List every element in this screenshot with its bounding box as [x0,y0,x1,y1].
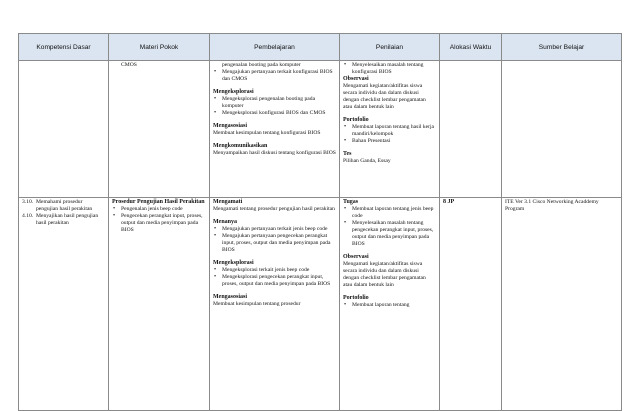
header-row [19,34,622,61]
section-title: Menanya [213,219,237,225]
syllabus-table [18,33,622,411]
section-text: Menyampaikan hasil diskusi tentang konfigurasi BIOS [213,150,336,156]
pembelajaran-list [213,69,336,83]
kd-number: 4.10. [22,213,34,219]
eksplorasi-list [213,267,336,288]
penilaian-cell [340,198,440,411]
list-item [22,213,105,227]
kd-number: 3.10. [22,199,34,205]
section-title: Observasi [343,76,369,82]
pembelajaran-cell [210,61,340,198]
penilaian-list [343,62,436,76]
list-item: • Pengecekan perangkat input, proses, output dan media penyimpan pada BIOS [121,213,206,234]
menanya-list [213,226,336,254]
header-sumber-belajar: Sumber Belajar [502,34,622,61]
materi-cell [109,61,210,198]
list-item: • Membuat laporan tentang [352,302,436,309]
tugas-list [343,206,436,248]
section-title: Mengkomunikasikan [213,143,268,149]
kd-text: Memahami prosedur pengujian hasil perakitan [36,199,93,212]
section-text: Membuat kesimpulan tentang konfigurasi BIOS [213,130,321,136]
list-item: • Membuat laporan tentang hasil kerja mandiri/kelompok [352,124,436,138]
kd-cell [19,198,109,411]
eksplorasi-list [213,96,336,117]
kd-cell [19,61,109,198]
materi-title: Prosedur Pengujian Hasil Perakitan [112,199,205,205]
sumber-cell [502,61,622,198]
list-item: • Mengajukan pertanyaan terkait konfigurasi BIOS dan CMOS [222,69,336,83]
portofolio-list [343,124,436,145]
list-item: • Mengeksplorasi konfigurasi BIOS dan CMOS [222,110,336,117]
pembelajaran-line: pengenalan booting pada komputer [222,62,301,68]
list-item: • Mengeksplorasi pengenalan booting pada komputer [222,96,336,110]
list-item: • Menyelesaikan masalah tentang konfigurasi BIOS [352,62,436,76]
list-item: • Pengenalan jenis beep code [121,206,206,213]
header-penilaian: Penilaian [340,34,440,61]
list-item: • Mengeksplorasi pengecekan perangkat input, proses, output dan media penyimpan pada BIOS [222,274,336,288]
penilaian-cell [340,61,440,198]
section-title: Mengasosiasi [213,123,248,129]
section-title: Portofolio [343,117,369,123]
list-item: • Menyelesaikan masalah tentang pengecekan perangkat input, proses, output dan media penyimpan pada BIOS [352,220,436,248]
list-item: • Membuat laporan tentang jenis beep code [352,206,436,220]
header-pembelajaran: Pembelajaran [210,34,340,61]
kd-text: Menyajikan hasil pengujian hasil perakitan [36,213,99,226]
header-kompetensi-dasar: Kompetensi Dasar [19,34,109,61]
alokasi-value: 8 JP [443,199,455,205]
header-materi-pokok: Materi Pokok [109,34,210,61]
materi-list [112,206,206,234]
section-text: Pilihan Ganda, Essay [343,158,391,164]
alokasi-cell [440,61,502,198]
section-text: Mengamati tentang prosedur pengujian hasil perakitan [213,206,335,212]
alokasi-cell [440,198,502,411]
list-item: • Mengeksplorasi terkait jenis beep code [222,267,336,274]
list-item: • Mengajukan pertanyaan pengecekan perangkat input, proses, output dan media penyimpan pada BIOS [222,233,336,254]
header-alokasi-waktu: Alokasi Waktu [440,34,502,61]
materi-text: CMOS [121,62,137,68]
pembelajaran-cell [210,198,340,411]
list-item [22,199,105,213]
kd-list [22,199,105,227]
materi-cell [109,198,210,411]
section-title: Mengasosiasi [213,294,248,300]
section-text: Mengamati kegiatan/aktifitas siswa secara individu dan dalam diskusi dengan checklist lembar pengamatan atau dalam bentuk lain [343,83,426,110]
section-title: Tugas [343,199,359,205]
sumber-cell [502,198,622,411]
list-item: • Mengajukan pertanyaan terkait jenis beep code [222,226,336,233]
table-row [19,61,622,198]
table-row [19,198,622,411]
portofolio-list [343,302,436,309]
section-title: Portofolio [343,295,369,301]
section-title: Mengeksplorasi [213,260,254,266]
section-title: Mengeksplorasi [213,89,254,95]
sumber-text: ITE Ver 3.1 Cisco Networking Acaddemy Program [505,199,599,212]
section-text: Mengamati kegiatan/aktifitas siswa secara individu dan dalam diskusi dengan checklist lembar pengamatan atau dalam bentuk lain [343,261,426,288]
section-title: Tes [343,151,352,157]
section-title: Observasi [343,254,369,260]
section-text: Membuat kesimpulan tentang prosedur [213,301,301,307]
list-item: • Bahan Presentasi [352,138,436,145]
section-title: Mengamati [213,199,243,205]
